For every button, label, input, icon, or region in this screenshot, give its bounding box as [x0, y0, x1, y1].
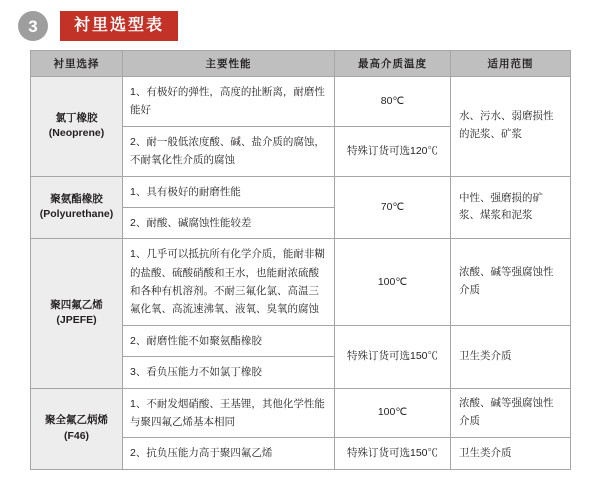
temperature-text: 特殊订货可选120℃ [335, 126, 451, 176]
performance-text: 1、具有极好的耐磨性能 [123, 176, 335, 207]
section-number-badge: 3 [18, 11, 48, 41]
temperature-text: 特殊订货可选150℃ [335, 438, 451, 469]
lining-name-neoprene [31, 77, 123, 177]
application-range-text: 浓酸、碱等强腐蚀性介质 [451, 239, 571, 326]
column-header-performance: 主要性能 [123, 51, 335, 77]
column-header-application: 适用范围 [451, 51, 571, 77]
lining-name-cn: 氯丁橡胶 [55, 111, 98, 124]
lining-selection-table-wrapper [30, 50, 570, 470]
lining-selection-table [30, 50, 571, 470]
table-row [31, 77, 571, 127]
table-header-row [31, 51, 571, 77]
application-range-text: 卫生类介质 [451, 438, 571, 469]
application-range-text: 浓酸、碱等强腐蚀性介质 [451, 388, 571, 438]
application-range-text: 卫生类介质 [451, 325, 571, 388]
page-title: 衬里选型表 [60, 11, 178, 41]
application-range-text: 中性、强磨损的矿浆、煤浆和泥浆 [451, 176, 571, 239]
table-row [31, 176, 571, 207]
temperature-text: 100℃ [335, 388, 451, 438]
table-header [31, 51, 571, 77]
column-header-lining: 衬里选择 [31, 51, 123, 77]
lining-name-en: (Polyurethane) [39, 208, 114, 221]
performance-text: 2、抗负压能力高于聚四氟乙烯 [123, 438, 335, 469]
performance-text: 3、看负压能力不如氯丁橡胶 [123, 357, 335, 388]
temperature-text: 特殊订货可选150℃ [335, 325, 451, 388]
table-row [31, 388, 571, 438]
lining-name-cn: 聚氨酯橡胶 [50, 192, 103, 205]
lining-name-cn: 聚四氟乙烯 [50, 298, 103, 311]
performance-text: 1、不耐发烟硝酸、王基锂，其他化学性能与聚四氟乙烯基本相同 [123, 388, 335, 438]
lining-name-en: (JPEFE) [56, 314, 97, 327]
temperature-text: 70℃ [335, 176, 451, 239]
lining-name-cn: 聚全氟乙炳烯 [45, 413, 108, 426]
lining-name-ptfe [31, 239, 123, 388]
performance-text: 2、耐磨性能不如聚氨酯橡胶 [123, 325, 335, 356]
temperature-text: 100℃ [335, 239, 451, 326]
lining-name-f46 [31, 388, 123, 469]
lining-name-polyurethane [31, 176, 123, 239]
temperature-text: 80℃ [335, 77, 451, 127]
table-row [31, 239, 571, 326]
application-range-text: 水、污水、弱磨损性的泥浆、矿浆 [451, 77, 571, 177]
performance-text: 2、耐一般低浓度酸、碱、盐介质的腐蚀，不耐氧化性介质的腐蚀 [123, 126, 335, 176]
column-header-max-temperature: 最高介质温度 [335, 51, 451, 77]
performance-text: 2、耐酸、碱腐蚀性能较差 [123, 207, 335, 238]
lining-name-en: (F46) [63, 429, 90, 442]
performance-text: 1、几乎可以抵抗所有化学介质，能耐非糊的盐酸、硫酸硝酸和王水，也能耐浓硫酸和各种有机溶剂。不耐三氟化氯、高温三氟化氧、高流速沸氧、液氧、臭氧的腐蚀 [123, 239, 335, 326]
table-body [31, 77, 571, 470]
performance-text: 1、有极好的弹性，高度的扯断离，耐磨性能好 [123, 77, 335, 127]
page-header [0, 0, 600, 44]
lining-name-en: (Neoprene) [48, 127, 105, 140]
